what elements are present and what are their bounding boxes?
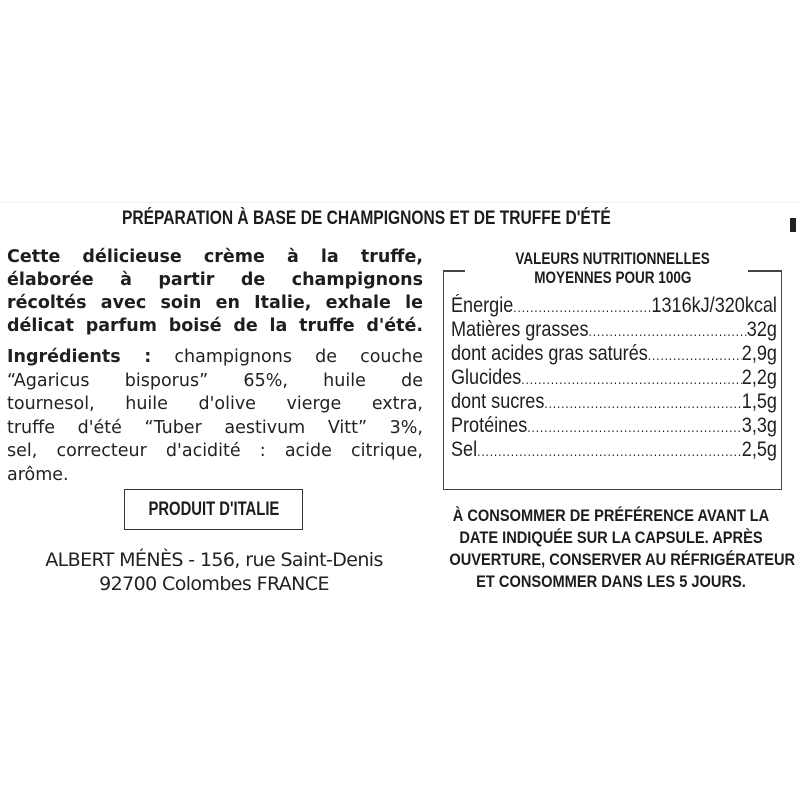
storage-line: OUVERTURE, CONSERVER AU RÉFRIGÉRATEUR [449, 550, 796, 569]
origin-badge-text: PRODUIT D'ITALIE [148, 498, 279, 520]
description-line: récoltés avec soin en Italie, exhale le [7, 293, 423, 313]
nutrition-row-energy: Énergie ..... 1316kJ/320kcal [451, 294, 777, 318]
description-line: délicat parfum boisé de la truffe d'été. [7, 316, 423, 336]
ingredients-line: Ingrédients : champignons de couche [7, 347, 423, 367]
ingredients-line: “Agaricus bisporus” 65%, huile de [7, 370, 423, 391]
storage-instructions [423, 505, 799, 593]
description-line: élaborée à partir de champignons [7, 270, 423, 290]
nutrition-heading-line-1: VALEURS NUTRITIONNELLES [515, 250, 710, 268]
storage-line: À CONSOMMER DE PRÉFÉRENCE AVANT LA [452, 506, 770, 525]
origin-badge [124, 489, 303, 530]
storage-line: DATE INDIQUÉE SUR LA CAPSULE. APRÈS [459, 528, 763, 547]
address-line-1: ALBERT MÉNÈS - 156, rue Saint-Denis [45, 549, 383, 571]
nutrition-row-salt: Sel ..... 2,5g [451, 438, 777, 462]
ingredients-line: sel, correcteur d'acidité : acide citrique, [7, 441, 423, 461]
nutrition-row-sugars: dont sucres ..... 1,5g [451, 390, 777, 414]
edge-mark [790, 218, 796, 232]
address-line-2: 92700 Colombes FRANCE [99, 573, 329, 595]
description-line: Cette délicieuse crème à la truffe, [7, 247, 423, 267]
ingredients-list [7, 346, 437, 487]
nutrition-row-carbohydrates: Glucides ..... 2,2g [451, 366, 777, 390]
storage-line: ET CONSOMMER DANS LES 5 JOURS. [476, 572, 746, 591]
nutrition-row-fat: Matières grasses ..... 32g [451, 318, 777, 342]
nutrition-row-saturated-fat: dont acides gras saturés ..... 2,9g [451, 342, 777, 366]
ingredients-line: arôme. [7, 464, 69, 485]
manufacturer-address [14, 548, 414, 596]
product-title: PRÉPARATION À BASE DE CHAMPIGNONS ET DE TRUFFE D'ÉTÉ [122, 208, 611, 229]
ingredients-line: tournesol, huile d'olive vierge extra, [7, 394, 423, 414]
nutrition-rows [451, 294, 777, 462]
nutrition-row-protein: Protéines ..... 3,3g [451, 414, 777, 438]
product-description [7, 246, 437, 338]
divider-line [0, 202, 800, 203]
ingredients-line: truffe d'été “Tuber aestivum Vitt” 3%, [7, 417, 423, 438]
ingredients-label: Ingrédients : [7, 347, 152, 367]
nutrition-heading [443, 250, 782, 288]
nutrition-heading-line-2: MOYENNES POUR 100G [533, 269, 692, 287]
